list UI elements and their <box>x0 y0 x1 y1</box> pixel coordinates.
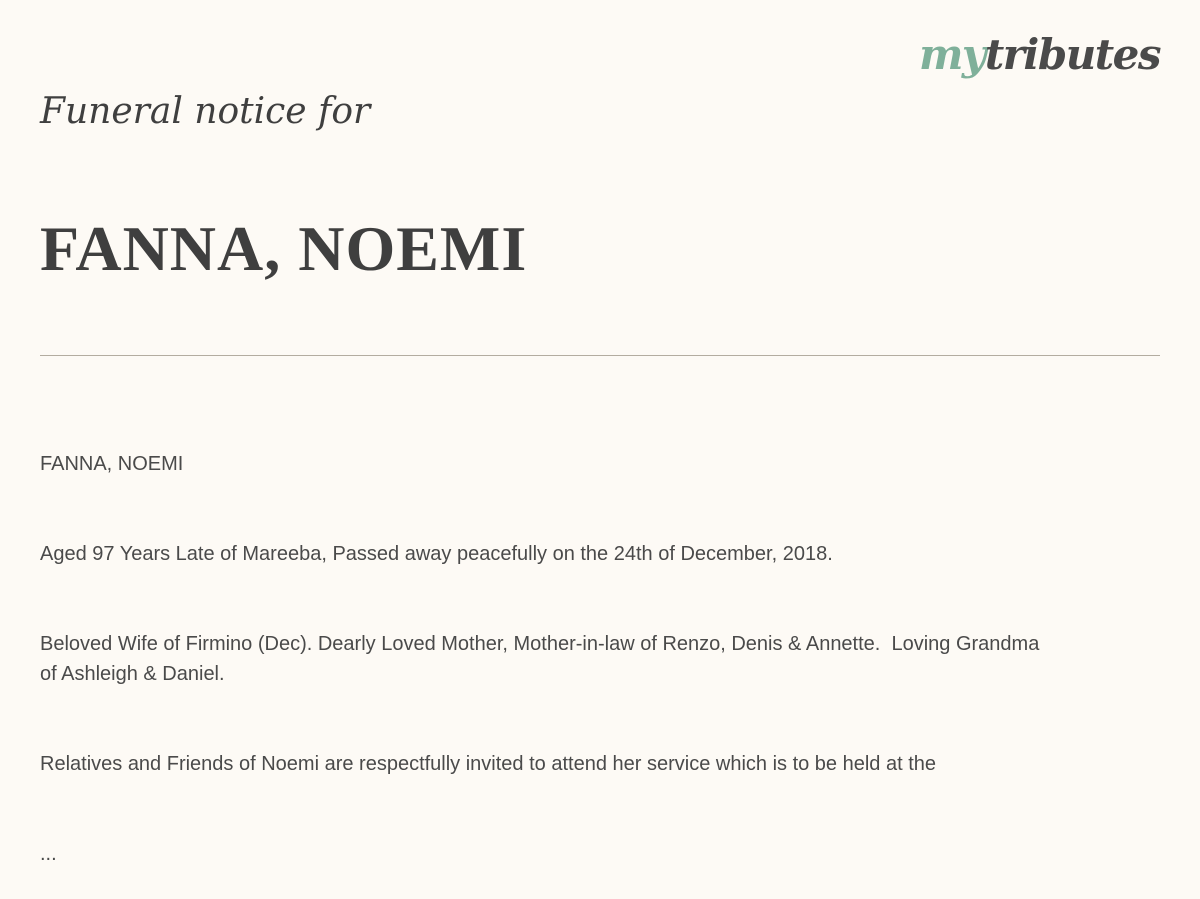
divider <box>40 355 1160 356</box>
notice-line-family: Beloved Wife of Firmino (Dec). Dearly Loved Mother, Mother-in-law of Renzo, Denis & Annette. Loving Grandma of Ashleigh & Daniel. <box>40 633 1045 685</box>
mytributes-logo[interactable] <box>918 30 1160 79</box>
notice-line-service: Relatives and Friends of Noemi are respectfully invited to attend her service which is to be held at the <box>40 753 937 775</box>
logo-my: my <box>918 30 985 79</box>
notice-line-name: FANNA, NOEMI <box>40 453 184 475</box>
notice-kicker: Funeral notice for <box>40 91 371 132</box>
notice-line-age: Aged 97 Years Late of Mareeba, Passed away peacefully on the 24th of December, 2018. <box>40 543 833 565</box>
logo-tributes: tributes <box>984 30 1160 79</box>
notice-line-ellipsis: ... <box>40 843 57 865</box>
deceased-name-heading: FANNA, NOEMI <box>40 213 528 284</box>
notice-body <box>40 389 1050 899</box>
